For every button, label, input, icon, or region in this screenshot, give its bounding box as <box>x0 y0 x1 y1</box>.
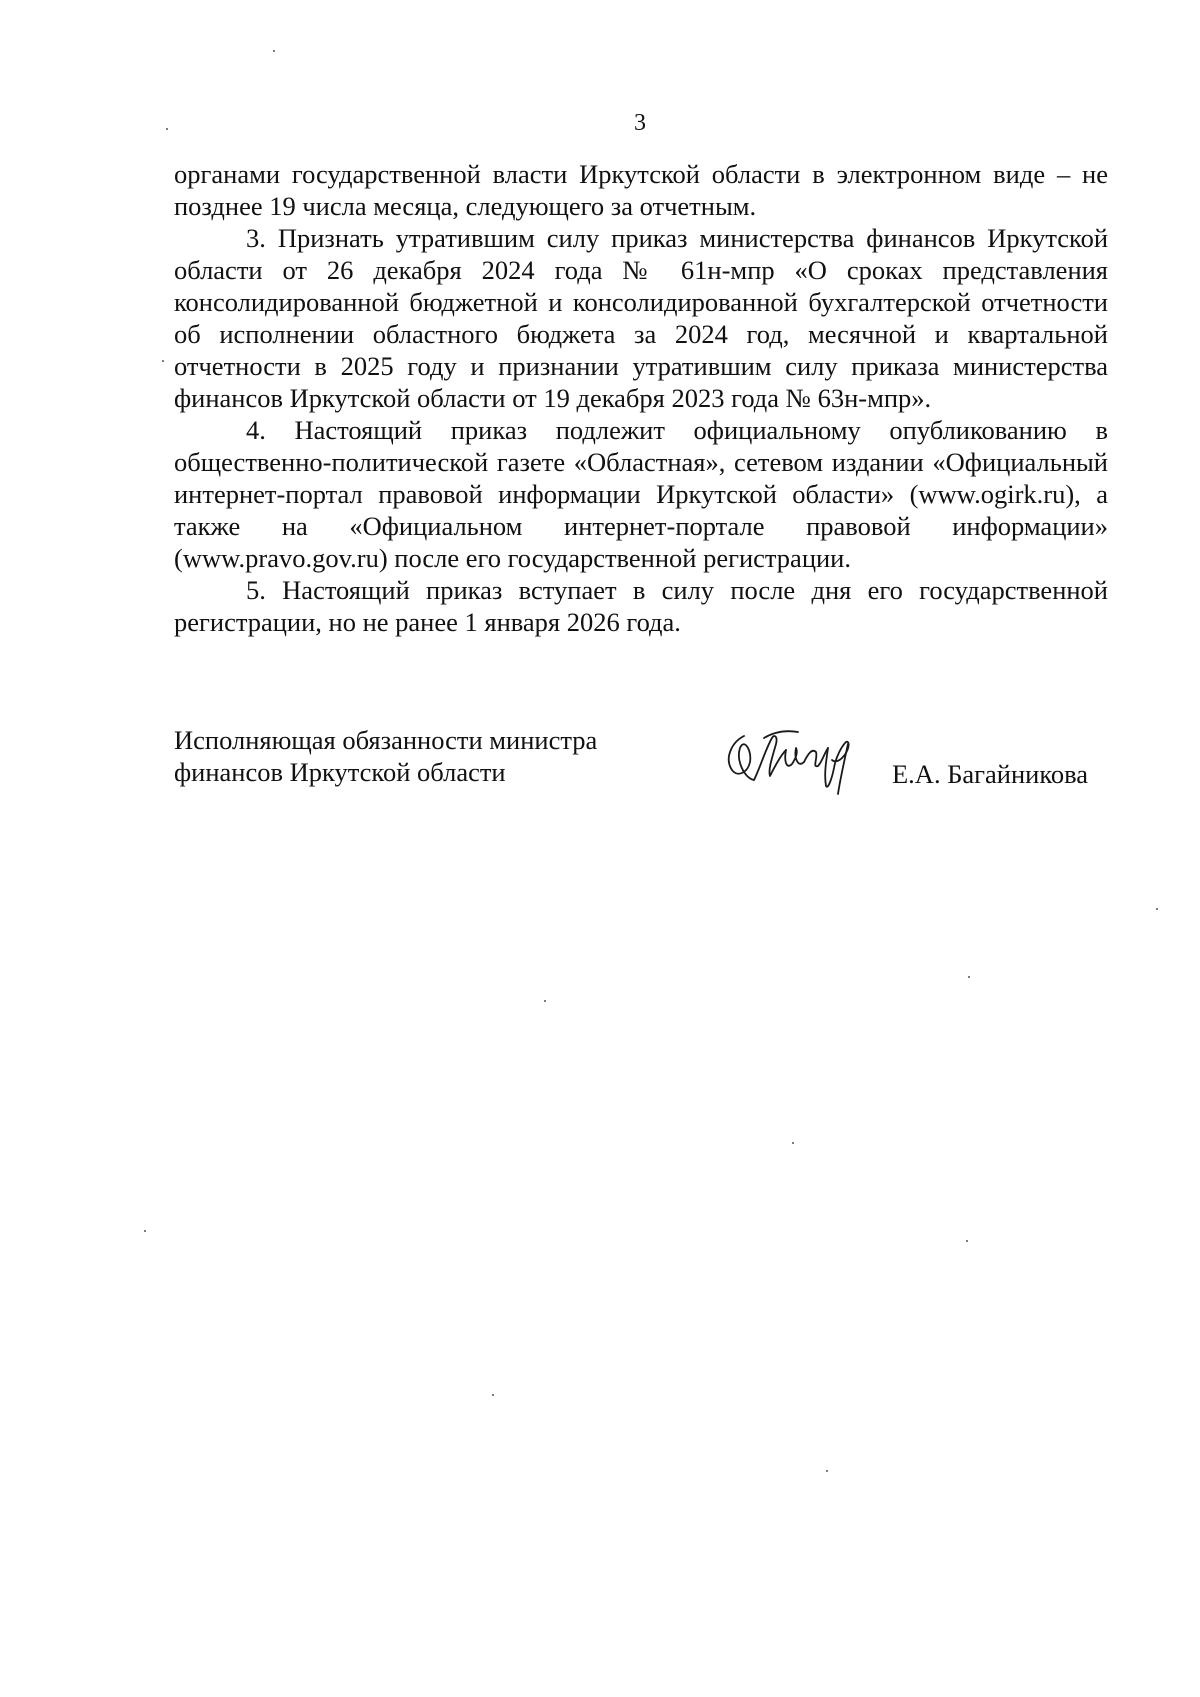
paragraph-item-4: 4. Настоящий приказ подлежит официальному опубликованию в общественно-политической газете «Областная», сетевом издании «Официальный интернет-портал правовой информации Иркутской области» (www.ogirk.ru), а также на «Официальном интернет-портале правовой информации» (www.pravo.gov.ru) после его государственной регистрации. <box>174 415 1108 573</box>
scan-speck <box>166 128 168 130</box>
scan-speck <box>826 1470 828 1472</box>
scan-speck <box>966 1240 968 1242</box>
page-number: 3 <box>634 110 646 136</box>
signer-name: Е.А. Багайникова <box>892 759 1089 789</box>
paragraph-item-3: 3. Признать утратившим силу приказ министерства финансов Иркутской области от 26 декабря 2024 года № 61н-мпр «О сроках представления консолидированной бюджетной и консолидированной бухгалтерской отчетности об исполнении областного бюджета за 2024 год, месячной и квартальной отчетности в 2025 году и признании утратившим силу приказа министерства финансов Иркутской области от 19 декабря 2023 года № 63н-мпр». <box>174 223 1108 413</box>
signer-title <box>174 724 674 788</box>
scan-speck <box>968 976 970 978</box>
signature-block <box>174 724 1124 804</box>
paragraph-continuation: органами государственной власти Иркутской области в электронном виде – не позднее 19 числа месяца, следующего за отчетным. <box>174 159 1108 221</box>
scan-speck <box>1156 908 1158 910</box>
scan-speck <box>162 360 164 362</box>
signer-title-line-2: финансов Иркутской области <box>174 757 506 787</box>
handwritten-signature-icon <box>714 718 874 798</box>
signer-title-line-1: Исполняющая обязанности министра <box>174 725 598 755</box>
paragraph-item-5: 5. Настоящий приказ вступает в силу после дня его государственной регистрации, но не ранее 1 января 2026 года. <box>174 575 1108 637</box>
scan-speck <box>544 1000 546 1002</box>
scan-speck <box>273 50 275 52</box>
scan-speck <box>792 1142 794 1144</box>
document-body <box>174 158 1108 638</box>
scan-speck <box>492 1394 494 1396</box>
scan-speck <box>144 1230 146 1232</box>
